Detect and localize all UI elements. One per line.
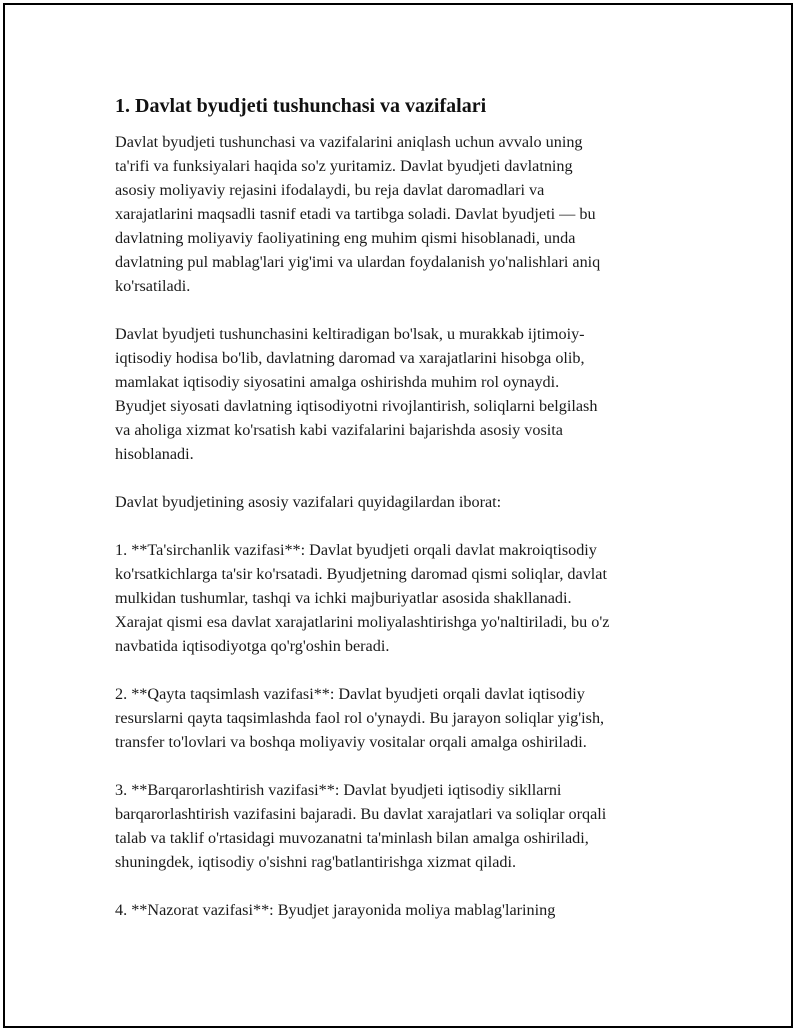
list-item-function-3: 3. **Barqarorlashtirish vazifasi**: Davlat byudjeti iqtisodiy sikllarni barqarorlashtirish vazifasini bajaradi. Bu davlat xarajatlari va soliqlar orqali talab va taklif o'rtasidagi muvozanatni ta'minlash bilan amalga oshiriladi, shuningdek, iqtisodiy o'sishni rag'batlantirishga xizmat qiladi. xyxy=(115,781,607,871)
list-item-function-4: 4. **Nazorat vazifasi**: Byudjet jarayonida moliya mablag'larining xyxy=(115,901,556,919)
document-body xyxy=(115,92,685,946)
list-item-function-1: 1. **Ta'sirchanlik vazifasi**: Davlat byudjeti orqali davlat makroiqtisodiy ko'rsatkichlarga ta'sir ko'rsatadi. Byudjetning daromad qismi soliqlar, davlat mulkidan tushumlar, tashqi va ichki majburiyatlar asosida shakllanadi. Xarajat qismi esa davlat xarajatlarini moliyalashtirishga yo'naltiriladi, bu o'z navbatida iqtisodiyotga qo'rg'oshin beradi. xyxy=(115,541,610,655)
paragraph-intro: Davlat byudjeti tushunchasi va vazifalarini aniqlash uchun avvalo uning ta'rifi va funksiyalari haqida so'z yuritamiz. Davlat byudjeti davlatning asosiy moliyaviy rejasini ifodalaydi, bu reja davlat daromadlari va xarajatlarini maqsadli tasnif etadi va tartibga soladi. Davlat byudjeti — bu davlatning moliyaviy faoliyatining eng muhim qismi hisoblanadi, unda davlatning pul mablag'lari yig'imi va ulardan foydalanish yo'nalishlari aniq ko'rsatiladi. xyxy=(115,133,601,295)
list-item-function-2: 2. **Qayta taqsimlash vazifasi**: Davlat byudjeti orqali davlat iqtisodiy resurslarni qayta taqsimlashda faol rol o'ynaydi. Bu jarayon soliqlar yig'ish, transfer to'lovlari va boshqa moliyaviy vositalar orqali amalga oshiriladi. xyxy=(115,685,605,751)
document-title: 1. Davlat byudjeti tushunchasi va vazifalari xyxy=(115,95,487,117)
paragraph-functions-lead: Davlat byudjetining asosiy vazifalari quyidagilardan iborat: xyxy=(115,493,502,511)
paragraph-concept: Davlat byudjeti tushunchasini keltiradigan bo'lsak, u murakkab ijtimoiy- iqtisodiy hodisa bo'lib, davlatning daromad va xarajatlarini hisobga olib, mamlakat iqtisodiy siyosatini amalga oshirishda muhim rol oynaydi. Byudjet siyosati davlatning iqtisodiyotni rivojlantirish, soliqlarni belgilash va aholiga xizmat ko'rsatish kabi vazifalarini bajarishda asosiy vosita hisoblanadi. xyxy=(115,325,598,463)
